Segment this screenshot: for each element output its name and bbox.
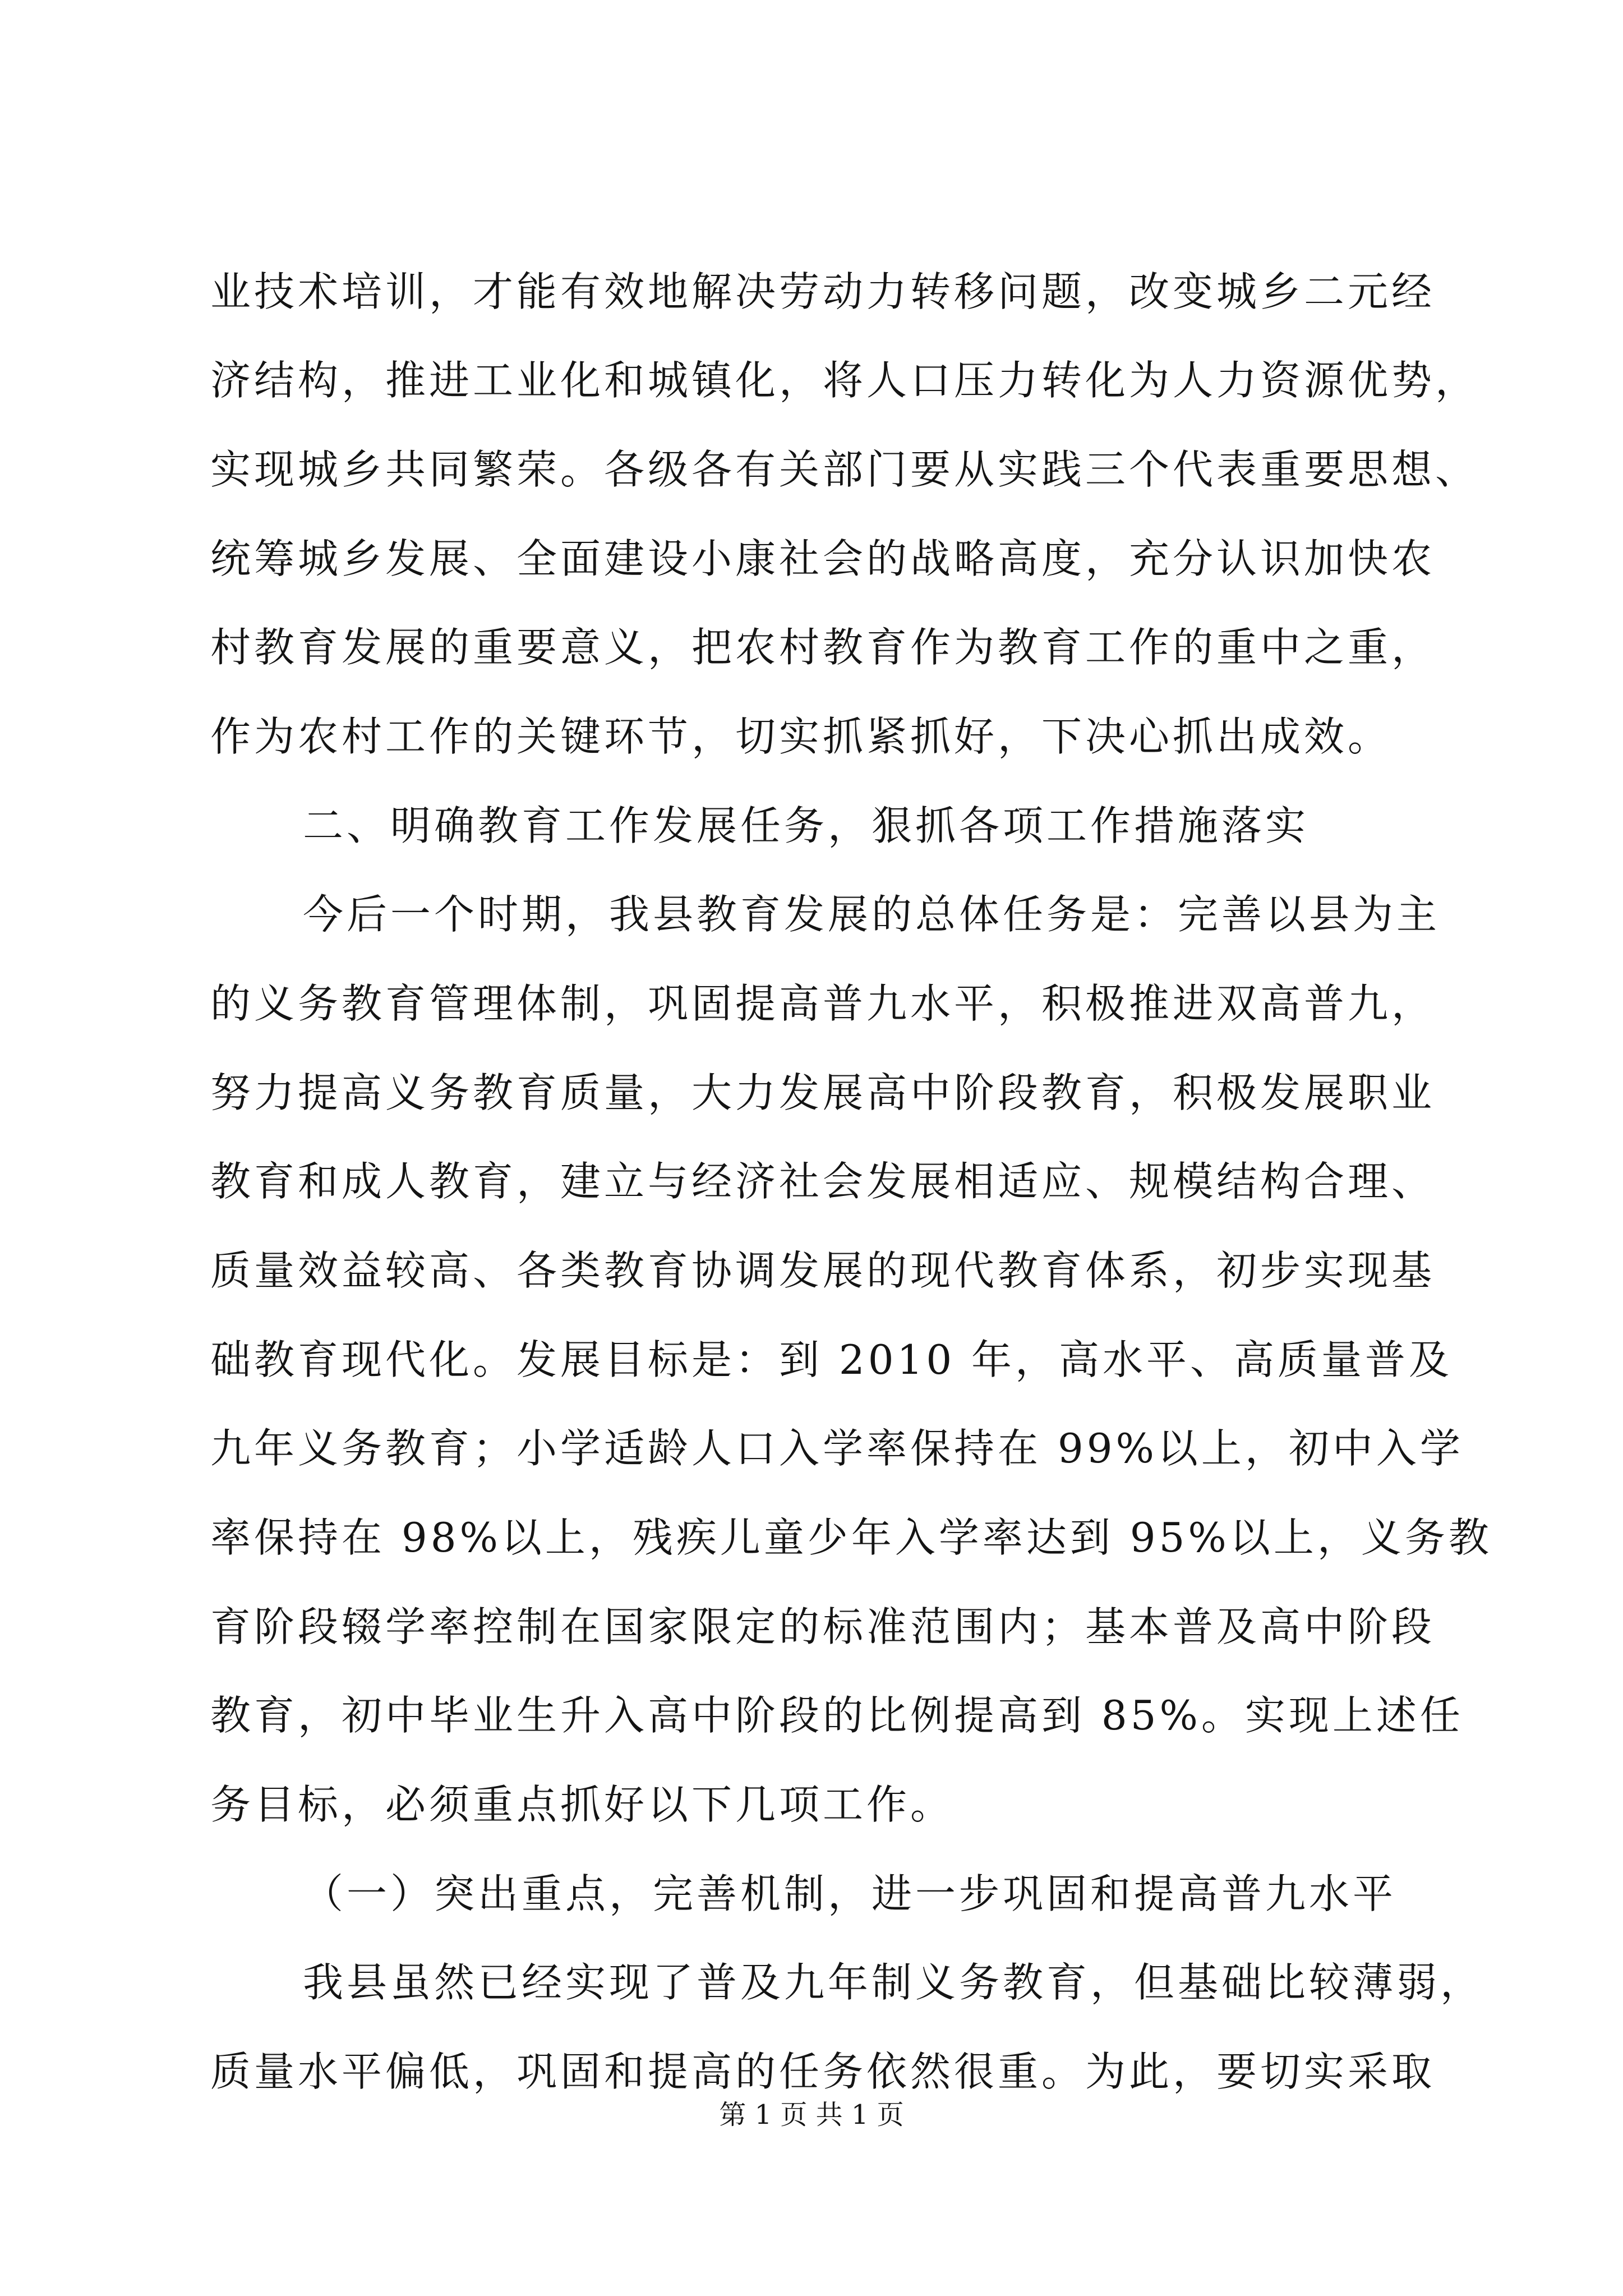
paragraph-line: 济结构，推进工业化和城镇化，将人口压力转化为人力资源优势， bbox=[210, 357, 1479, 404]
paragraph-line: 努力提高义务教育质量，大力发展高中阶段教育，积极发展职业 bbox=[210, 1069, 1436, 1116]
section-heading: 二、明确教育工作发展任务，狠抓各项工作措施落实 bbox=[303, 802, 1310, 849]
subsection-heading: （一）突出重点，完善机制，进一步巩固和提高普九水平 bbox=[303, 1870, 1397, 1917]
paragraph-line: 村教育发展的重要意义，把农村教育作为教育工作的重中之重， bbox=[210, 624, 1436, 671]
paragraph-line: 我县虽然已经实现了普及九年制义务教育，但基础比较薄弱， bbox=[303, 1959, 1484, 2006]
paragraph-line: 实现城乡共同繁荣。各级各有关部门要从实践三个代表重要思想、 bbox=[210, 446, 1479, 493]
paragraph-line: 的义务教育管理体制，巩固提高普九水平，积极推进双高普九， bbox=[210, 980, 1436, 1027]
paragraph-line: 统筹城乡发展、全面建设小康社会的战略高度，充分认识加快农 bbox=[210, 535, 1436, 582]
paragraph-line: 业技术培训，才能有效地解决劳动力转移问题，改变城乡二元经 bbox=[210, 268, 1436, 315]
paragraph-line: 质量效益较高、各类教育协调发展的现代教育体系，初步实现基 bbox=[210, 1247, 1436, 1294]
paragraph-line: 教育，初中毕业生升入高中阶段的比例提高到 85%。实现上述任 bbox=[210, 1692, 1464, 1739]
page-number-footer: 第 1 页 共 1 页 bbox=[719, 2099, 904, 2131]
paragraph-line: 育阶段辍学率控制在国家限定的标准范围内；基本普及高中阶段 bbox=[210, 1603, 1436, 1650]
paragraph-line: 率保持在 98%以上，残疾儿童少年入学率达到 95%以上，义务教 bbox=[210, 1514, 1492, 1561]
paragraph-line: 质量水平偏低，巩固和提高的任务依然很重。为此，要切实采取 bbox=[210, 2048, 1436, 2095]
paragraph-line: 础教育现代化。发展目标是：到 2010 年，高水平、高质量普及 bbox=[210, 1336, 1453, 1383]
paragraph-line: 教育和成人教育，建立与经济社会发展相适应、规模结构合理、 bbox=[210, 1158, 1436, 1205]
paragraph-line: 作为农村工作的关键环节，切实抓紧抓好，下决心抓出成效。 bbox=[210, 713, 1392, 760]
paragraph-line: 九年义务教育；小学适龄人口入学率保持在 99%以上，初中入学 bbox=[210, 1425, 1464, 1472]
paragraph-line: 今后一个时期，我县教育发展的总体任务是：完善以县为主 bbox=[303, 891, 1441, 938]
paragraph-line: 务目标，必须重点抓好以下几项工作。 bbox=[210, 1781, 955, 1828]
